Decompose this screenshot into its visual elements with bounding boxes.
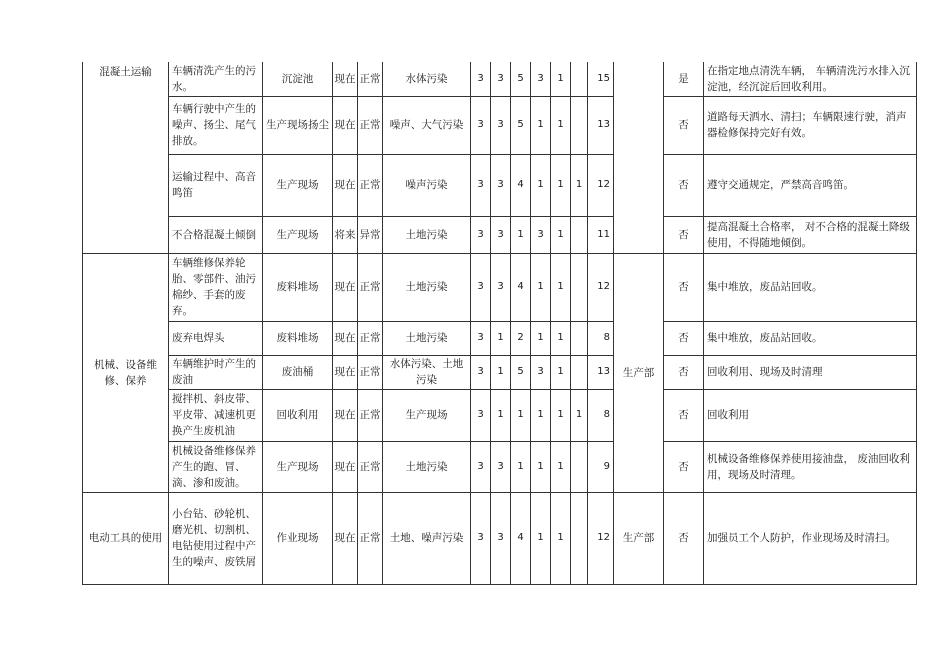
tense-cell: 现在 xyxy=(333,96,358,154)
activity-cell: 机械、设备维修、保养 xyxy=(83,253,169,492)
table-row xyxy=(83,216,917,253)
significant-cell: 否 xyxy=(664,253,704,321)
impact-cell: 水体污染、土地污染 xyxy=(383,355,471,389)
score-cell: 3 xyxy=(491,216,511,253)
dept-cell xyxy=(614,62,664,253)
score-cell xyxy=(571,355,588,389)
tense-cell: 现在 xyxy=(333,492,358,584)
impact-cell: 土地污染 xyxy=(383,253,471,321)
score-cell: 2 xyxy=(511,321,531,355)
score-cell: 5 xyxy=(511,96,531,154)
score-cell: 1 xyxy=(531,321,551,355)
measure-cell: 回收利用、现场及时清理 xyxy=(704,355,917,389)
score-cell xyxy=(571,253,588,321)
state-cell: 正常 xyxy=(358,355,383,389)
state-cell: 正常 xyxy=(358,62,383,96)
score-cell: 1 xyxy=(531,154,551,216)
score-cell: 1 xyxy=(551,154,571,216)
location-cell: 生产现场 xyxy=(263,441,333,492)
score-cell xyxy=(571,216,588,253)
score-cell: 1 xyxy=(511,216,531,253)
significant-cell: 否 xyxy=(664,96,704,154)
environmental-aspects-table xyxy=(82,62,917,585)
table-row xyxy=(83,96,917,154)
location-cell: 沉淀池 xyxy=(263,62,333,96)
measure-cell: 回收利用 xyxy=(704,389,917,441)
score-cell: 4 xyxy=(511,154,531,216)
score-cell xyxy=(571,492,588,584)
score-cell: 3 xyxy=(471,96,491,154)
score-cell xyxy=(571,96,588,154)
state-cell: 正常 xyxy=(358,253,383,321)
total-score-cell: 8 xyxy=(588,321,614,355)
score-cell: 1 xyxy=(531,492,551,584)
score-cell xyxy=(571,441,588,492)
score-cell: 3 xyxy=(491,154,511,216)
score-cell: 1 xyxy=(551,389,571,441)
score-cell: 1 xyxy=(571,389,588,441)
tense-cell: 现在 xyxy=(333,154,358,216)
factor-cell: 不合格混凝土倾倒 xyxy=(169,216,263,253)
tense-cell: 现在 xyxy=(333,321,358,355)
tense-cell: 现在 xyxy=(333,355,358,389)
score-cell: 4 xyxy=(511,253,531,321)
score-cell: 1 xyxy=(551,441,571,492)
table-row xyxy=(83,253,917,321)
measure-cell: 集中堆放，废品站回收。 xyxy=(704,253,917,321)
measure-cell: 加强员工个人防护，作业现场及时清扫。 xyxy=(704,492,917,584)
table-row xyxy=(83,492,917,584)
score-cell: 3 xyxy=(471,389,491,441)
score-cell: 3 xyxy=(471,441,491,492)
score-cell: 1 xyxy=(571,154,588,216)
factor-cell: 车辆清洗产生的污水。 xyxy=(169,62,263,96)
factor-cell: 车辆维修保养轮胎、零部件、油污棉纱、手套的废弃。 xyxy=(169,253,263,321)
tense-cell: 现在 xyxy=(333,253,358,321)
total-score-cell: 12 xyxy=(588,492,614,584)
score-cell: 3 xyxy=(531,355,551,389)
score-cell: 1 xyxy=(531,441,551,492)
significant-cell: 否 xyxy=(664,441,704,492)
score-cell xyxy=(571,321,588,355)
score-cell: 1 xyxy=(531,389,551,441)
significant-cell: 否 xyxy=(664,154,704,216)
score-cell: 1 xyxy=(511,389,531,441)
total-score-cell: 15 xyxy=(588,62,614,96)
total-score-cell: 13 xyxy=(588,355,614,389)
score-cell xyxy=(571,62,588,96)
state-cell: 正常 xyxy=(358,389,383,441)
state-cell: 正常 xyxy=(358,154,383,216)
significant-cell: 是 xyxy=(664,62,704,96)
impact-cell: 噪声污染 xyxy=(383,154,471,216)
score-cell: 3 xyxy=(471,492,491,584)
score-cell: 1 xyxy=(551,355,571,389)
impact-cell: 土地、噪声污染 xyxy=(383,492,471,584)
measure-cell: 遵守交通规定，严禁高音鸣笛。 xyxy=(704,154,917,216)
tense-cell: 现在 xyxy=(333,389,358,441)
measure-cell: 提高混凝土合格率， 对不合格的混凝土降级使用，不得随地倾倒。 xyxy=(704,216,917,253)
score-cell: 3 xyxy=(471,216,491,253)
location-cell: 废油桶 xyxy=(263,355,333,389)
significant-cell: 否 xyxy=(664,321,704,355)
score-cell: 3 xyxy=(471,154,491,216)
location-cell: 生产现场 xyxy=(263,154,333,216)
tense-cell: 现在 xyxy=(333,441,358,492)
activity-cell: 混凝土运输 xyxy=(83,62,169,253)
significant-cell: 否 xyxy=(664,389,704,441)
impact-cell: 生产现场 xyxy=(383,389,471,441)
score-cell: 1 xyxy=(491,355,511,389)
location-cell: 生产现场扬尘 xyxy=(263,96,333,154)
score-cell: 1 xyxy=(531,253,551,321)
score-cell: 3 xyxy=(491,62,511,96)
location-cell: 废料堆场 xyxy=(263,321,333,355)
impact-cell: 土地污染 xyxy=(383,441,471,492)
score-cell: 5 xyxy=(511,355,531,389)
table-row xyxy=(83,154,917,216)
score-cell: 1 xyxy=(551,253,571,321)
impact-cell: 噪声、大气污染 xyxy=(383,96,471,154)
significant-cell: 否 xyxy=(664,355,704,389)
factor-cell: 车辆行驶中产生的噪声、扬尘、尾气排放。 xyxy=(169,96,263,154)
score-cell: 1 xyxy=(491,389,511,441)
tense-cell: 将来 xyxy=(333,216,358,253)
score-cell: 3 xyxy=(531,62,551,96)
table-row xyxy=(83,441,917,492)
factor-cell: 搅拌机、斜皮带、平皮带、减速机更换产生废机油 xyxy=(169,389,263,441)
table-row xyxy=(83,355,917,389)
significant-cell: 否 xyxy=(664,492,704,584)
score-cell: 3 xyxy=(471,62,491,96)
measure-cell: 集中堆放，废品站回收。 xyxy=(704,321,917,355)
total-score-cell: 9 xyxy=(588,441,614,492)
score-cell: 3 xyxy=(471,253,491,321)
total-score-cell: 12 xyxy=(588,154,614,216)
impact-cell: 水体污染 xyxy=(383,62,471,96)
score-cell: 1 xyxy=(551,96,571,154)
score-cell: 3 xyxy=(531,216,551,253)
score-cell: 1 xyxy=(551,321,571,355)
total-score-cell: 12 xyxy=(588,253,614,321)
dept-cell: 生产部 xyxy=(614,492,664,584)
factor-cell: 机械设备维修保养产生的跑、冒、滴、渗和废油。 xyxy=(169,441,263,492)
state-cell: 正常 xyxy=(358,492,383,584)
dept-cell: 生产部 xyxy=(614,253,664,492)
location-cell: 作业现场 xyxy=(263,492,333,584)
score-cell: 3 xyxy=(491,253,511,321)
measure-cell: 道路每天洒水、清扫；车辆限速行驶，消声器检修保持完好有效。 xyxy=(704,96,917,154)
total-score-cell: 11 xyxy=(588,216,614,253)
score-cell: 1 xyxy=(511,441,531,492)
score-cell: 3 xyxy=(491,96,511,154)
activity-cell: 电动工具的使用 xyxy=(83,492,169,584)
score-cell: 1 xyxy=(551,216,571,253)
state-cell: 正常 xyxy=(358,96,383,154)
state-cell: 正常 xyxy=(358,321,383,355)
score-cell: 1 xyxy=(531,96,551,154)
factor-cell: 废弃电焊头 xyxy=(169,321,263,355)
total-score-cell: 8 xyxy=(588,389,614,441)
impact-cell: 土地污染 xyxy=(383,321,471,355)
total-score-cell: 13 xyxy=(588,96,614,154)
score-cell: 3 xyxy=(471,321,491,355)
location-cell: 废料堆场 xyxy=(263,253,333,321)
score-cell: 3 xyxy=(491,441,511,492)
significant-cell: 否 xyxy=(664,216,704,253)
state-cell: 正常 xyxy=(358,441,383,492)
score-cell: 5 xyxy=(511,62,531,96)
factor-cell: 小台钻、砂轮机、磨光机、切割机、电钻使用过程中产生的噪声、废铁屑 xyxy=(169,492,263,584)
tense-cell: 现在 xyxy=(333,62,358,96)
score-cell: 1 xyxy=(491,321,511,355)
table-row xyxy=(83,62,917,96)
measure-cell: 在指定地点清洗车辆， 车辆清洗污水排入沉淀池，经沉淀后回收利用。 xyxy=(704,62,917,96)
state-cell: 异常 xyxy=(358,216,383,253)
score-cell: 3 xyxy=(491,492,511,584)
score-cell: 1 xyxy=(551,492,571,584)
impact-cell: 土地污染 xyxy=(383,216,471,253)
measure-cell: 机械设备维修保养使用接油盘， 废油回收利用，现场及时清理。 xyxy=(704,441,917,492)
factor-cell: 运输过程中、高音鸣笛 xyxy=(169,154,263,216)
score-cell: 3 xyxy=(471,355,491,389)
location-cell: 回收利用 xyxy=(263,389,333,441)
score-cell: 1 xyxy=(551,62,571,96)
score-cell: 4 xyxy=(511,492,531,584)
factor-cell: 车辆维护时产生的废油 xyxy=(169,355,263,389)
location-cell: 生产现场 xyxy=(263,216,333,253)
table-row xyxy=(83,321,917,355)
table-row xyxy=(83,389,917,441)
